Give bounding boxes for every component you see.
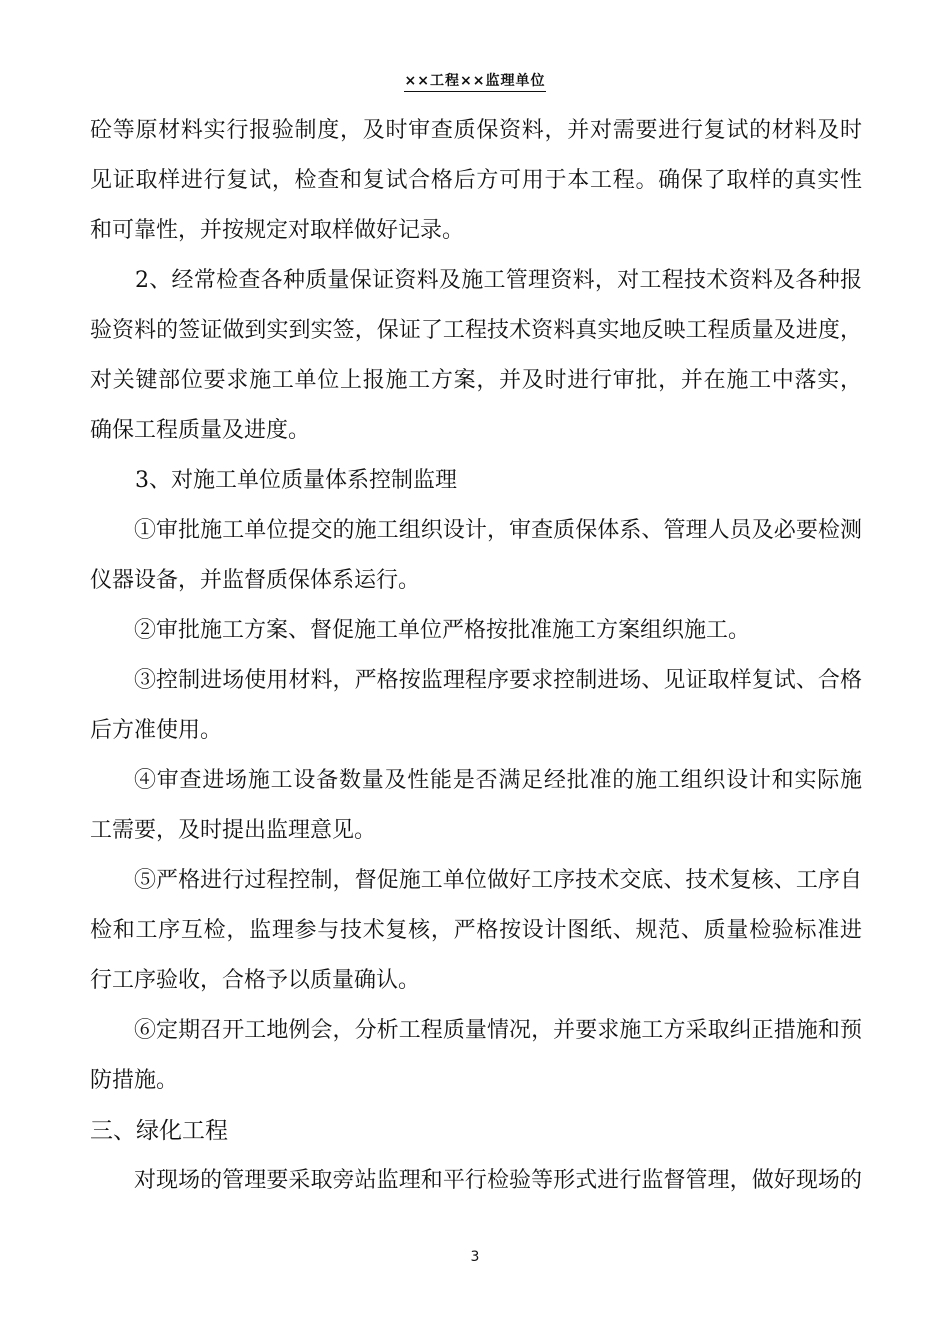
body-line: ①审批施工单位提交的施工组织设计，审查质保体系、管理人员及必要检测 [134,518,862,543]
body-line: 检和工序互检，监理参与技术复核，严格按设计图纸、规范、质量检验标准进 [90,918,862,943]
body-line: ⑥定期召开工地例会，分析工程质量情况，并要求施工方采取纠正措施和预 [134,1018,862,1043]
body-line: ⑤严格进行过程控制，督促施工单位做好工序技术交底、技术复核、工序自 [134,868,862,893]
body-line: 防措施。 [90,1068,179,1093]
body-line: ③控制进场使用材料，严格按监理程序要求控制进场、见证取样复试、合格 [134,668,862,693]
body-line: 对现场的管理要采取旁站监理和平行检验等形式进行监督管理，做好现场的 [134,1168,862,1193]
document-body [90,106,862,1206]
body-line: 3、对施工单位质量体系控制监理 [135,468,457,493]
page-header [0,70,950,92]
body-line: 见证取样进行复试，检查和复试合格后方可用于本工程。确保了取样的真实性 [90,168,862,193]
body-line: 对关键部位要求施工单位上报施工方案，并及时进行审批，并在施工中落实， [90,368,862,393]
body-line: 仪器设备，并监督质保体系运行。 [90,568,421,593]
header-title: ××工程××监理单位 [404,72,547,92]
body-line: 砼等原材料实行报验制度，及时审查质保资料，并对需要进行复试的材料及时 [90,118,862,143]
body-line: 2、经常检查各种质量保证资料及施工管理资料，对工程技术资料及各种报 [135,268,862,293]
body-line: 确保工程质量及进度。 [90,418,311,443]
body-line: ②审批施工方案、督促施工单位严格按批准施工方案组织施工。 [134,618,751,643]
body-line: 后方准使用。 [90,718,223,743]
body-line: ④审查进场施工设备数量及性能是否满足经批准的施工组织设计和实际施 [134,768,862,793]
body-line: 行工序验收，合格予以质量确认。 [90,968,421,993]
body-line: 工需要，及时提出监理意见。 [90,818,377,843]
body-line: 和可靠性，并按规定对取样做好记录。 [90,218,465,243]
section-heading: 三、绿化工程 [90,1118,228,1144]
body-line: 验资料的签证做到实到实签，保证了工程技术资料真实地反映工程质量及进度， [90,318,862,343]
page-number: 3 [470,1249,480,1265]
